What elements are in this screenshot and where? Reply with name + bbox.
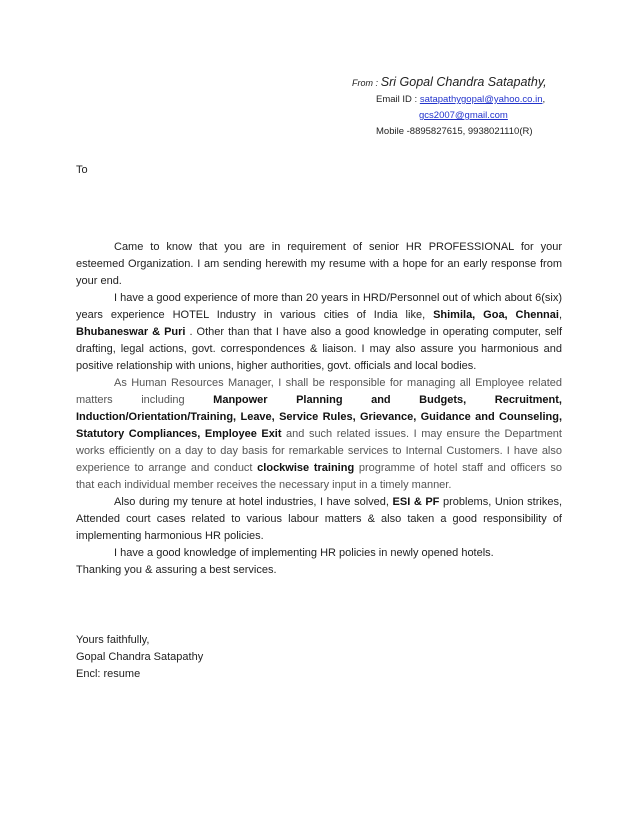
- recipient-to: To: [76, 164, 88, 176]
- email-line-secondary: [352, 108, 622, 124]
- paragraph-tenure: [76, 494, 562, 545]
- email-label: Email ID :: [376, 94, 420, 105]
- experience-cities-1: Shimila, Goa, Chennai: [433, 309, 559, 321]
- email-link-secondary[interactable]: gcs2007@gmail.com: [419, 110, 508, 121]
- responsibilities-text-2: and such related issues. I may ensure the Department works efficiently on a day to day basis for remarkable services to Internal Customers. I have also experience to arrange and conduct: [76, 428, 562, 474]
- letter-body: [76, 239, 562, 579]
- closing-block: [76, 632, 203, 683]
- sender-block: [352, 74, 622, 140]
- enclosure-note: Encl: resume: [76, 668, 141, 680]
- salutation: Yours faithfully,: [76, 634, 150, 646]
- experience-comma: ,: [558, 309, 563, 321]
- from-label: From :: [352, 78, 378, 88]
- paragraph-experience: [76, 290, 562, 375]
- responsibilities-list: Manpower Planning and Budgets, Recruitment, Induction/Orientation/Training, Leave, Service Rules, Grievance, Guidance and Counseling, Statutory Compliances, Employee Exit: [76, 394, 562, 440]
- email-separator: ,: [542, 94, 546, 105]
- experience-text-1: I have a good experience of more than 20 years in HRD/Personnel out of which about 6(six) years experience HOTEL Industry in various cities of India like,: [76, 292, 562, 321]
- email-line: [352, 92, 622, 108]
- paragraph-thanks: Thanking you & assuring a best services.: [76, 564, 277, 576]
- paragraph-knowledge: I have a good knowledge of implementing HR policies in newly opened hotels.: [114, 547, 494, 559]
- from-line: [352, 74, 622, 92]
- mobile-line: Mobile -8895827615, 9938021110(R): [376, 126, 533, 137]
- responsibilities-text-3: programme of hotel staff and officers so that each individual member receives the necessary input in a timely manner.: [76, 462, 562, 491]
- paragraph-intro: Came to know that you are in requirement of senior HR PROFESSIONAL for your esteemed Organization. I am sending herewith my resume with a hope for an early response from your end.: [76, 241, 562, 287]
- tenure-text-1: Also during my tenure at hotel industries, I have solved,: [114, 496, 393, 508]
- tenure-text-2: problems, Union strikes, Attended court cases related to various labour matters & also taken a good responsibility of implementing harmonious HR policies.: [76, 496, 563, 542]
- paragraph-responsibilities: [76, 375, 562, 494]
- responsibilities-training: clockwise training: [257, 462, 355, 474]
- email-link-primary[interactable]: satapathygopal@yahoo.co.in: [419, 94, 543, 105]
- experience-cities-2: Bhubaneswar & Puri: [76, 326, 186, 338]
- tenure-esi-pf: ESI & PF: [392, 496, 440, 508]
- sender-name: Sri Gopal Chandra Satapathy,: [380, 75, 547, 89]
- responsibilities-text-1: As Human Resources Manager, I shall be responsible for managing all Employee related matters including: [76, 377, 562, 406]
- experience-text-2: . Other than that I have also a good knowledge in operating computer, self drafting, legal actions, govt. correspondences & liaison. I may also assure you harmonious and positive relationship with unions, higher authorities, govt. officials and local bodies.: [76, 326, 563, 372]
- signatory-name: Gopal Chandra Satapathy: [76, 651, 204, 663]
